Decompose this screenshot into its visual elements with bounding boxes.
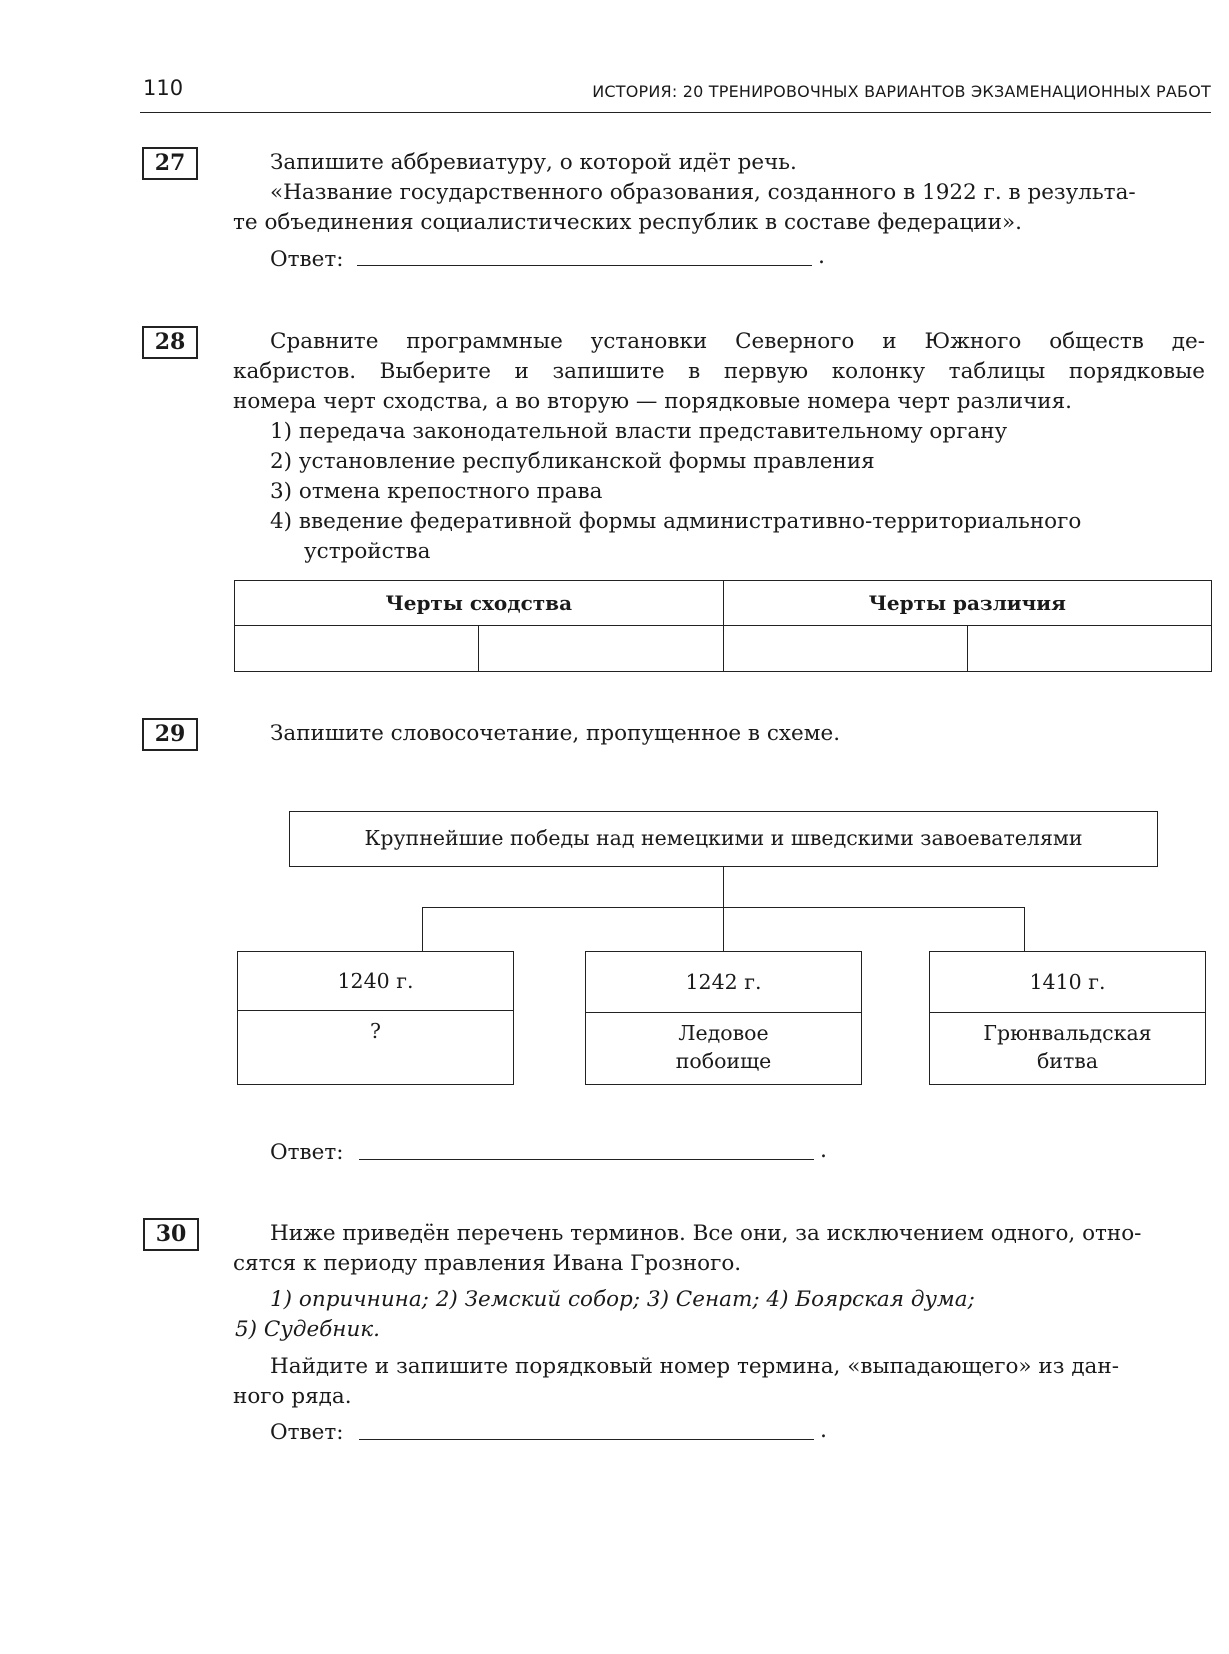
scheme-connector-bar <box>422 907 1025 908</box>
scheme-connector-right <box>1024 907 1025 951</box>
table-header-similarities: Черты сходства <box>235 581 724 626</box>
q30-line2: сятся к периоду правления Ивана Грозного. <box>233 1251 742 1276</box>
node-1240-year: 1240 г. <box>238 952 513 1011</box>
q29-instruction: Запишите словосочетание, пропущенное в схеме. <box>270 721 841 746</box>
header-rule <box>140 112 1211 113</box>
difference-cell-1[interactable] <box>723 626 967 672</box>
scheme-connector-left <box>422 907 423 951</box>
q30-line1: Ниже приведён перечень терминов. Все они, за исключением одного, отно- <box>270 1221 1142 1246</box>
q27-line1: Запишите аббревиатуру, о которой идёт речь. <box>270 150 797 175</box>
q29-answer-dot: . <box>820 1138 827 1163</box>
question-28-number-box: 28 <box>142 326 198 359</box>
node-1410-line1: Грюнвальдская <box>983 1021 1152 1045</box>
node-1242-line1: Ледовое <box>678 1021 769 1045</box>
q30-terms-line2: 5) Судебник. <box>235 1317 380 1342</box>
q28-line3: номера черт сходства, а во вторую — порядковые номера черт различия. <box>233 389 1073 414</box>
q28-answer-table <box>234 580 1212 672</box>
q28-line2: кабристов. Выберите и запишите в первую колонку таблицы порядковые <box>233 359 1205 384</box>
q28-item-4-continuation: устройства <box>304 539 431 564</box>
scheme-root-box: Крупнейшие победы над немецкими и шведскими завоевателями <box>289 811 1158 867</box>
q28-item-2: 2) установление республиканской формы правления <box>270 449 875 474</box>
q29-answer-label: Ответ: <box>270 1140 344 1165</box>
q28-item-4: 4) введение федеративной формы административно-территориального <box>270 509 1082 534</box>
q27-answer-dot: . <box>818 244 825 269</box>
q28-item-3: 3) отмена крепостного права <box>270 479 603 504</box>
q27-line2: «Название государственного образования, созданного в 1922 г. в результа- <box>270 180 1136 205</box>
node-1242-year: 1242 г. <box>586 952 861 1013</box>
scheme-connector-trunk <box>723 867 724 951</box>
q30-answer-label: Ответ: <box>270 1420 344 1445</box>
question-27-number-box: 27 <box>142 147 198 180</box>
node-1410-year: 1410 г. <box>930 952 1205 1013</box>
q27-answer-label: Ответ: <box>270 247 344 272</box>
scheme-node-1410 <box>929 951 1206 1085</box>
node-1242-line2: побоище <box>675 1049 772 1073</box>
table-header-differences: Черты различия <box>723 581 1212 626</box>
q30-line3: Найдите и запишите порядковый номер термина, «выпадающего» из дан- <box>270 1354 1119 1379</box>
q28-item-1: 1) передача законодательной власти представительному органу <box>270 419 1008 444</box>
node-1410-line2: битва <box>1036 1049 1099 1073</box>
difference-cell-2[interactable] <box>967 626 1211 672</box>
q28-line1: Сравните программные установки Северного и Южного обществ де- <box>270 329 1205 354</box>
scheme-node-1240 <box>237 951 514 1085</box>
page-number: 110 <box>143 76 184 100</box>
node-1240-missing: ? <box>370 1019 381 1043</box>
question-30-number-box: 30 <box>143 1218 199 1251</box>
q30-terms-line1: 1) опричнина; 2) Земский собор; 3) Сенат; 4) Боярская дума; <box>270 1287 975 1312</box>
q30-answer-dot: . <box>820 1418 827 1443</box>
q29-answer-line[interactable] <box>359 1159 814 1160</box>
similarity-cell-1[interactable] <box>235 626 479 672</box>
running-header-title: ИСТОРИЯ: 20 ТРЕНИРОВОЧНЫХ ВАРИАНТОВ ЭКЗАМЕНАЦИОННЫХ РАБОТ <box>592 82 1211 101</box>
question-29-number-box: 29 <box>142 718 198 751</box>
q30-line4: ного ряда. <box>233 1384 352 1409</box>
scheme-node-1242 <box>585 951 862 1085</box>
q27-line3: те объединения социалистических республик в составе федерации». <box>233 210 1022 235</box>
q27-answer-line[interactable] <box>357 265 812 266</box>
q30-answer-line[interactable] <box>359 1439 814 1440</box>
similarity-cell-2[interactable] <box>479 626 723 672</box>
